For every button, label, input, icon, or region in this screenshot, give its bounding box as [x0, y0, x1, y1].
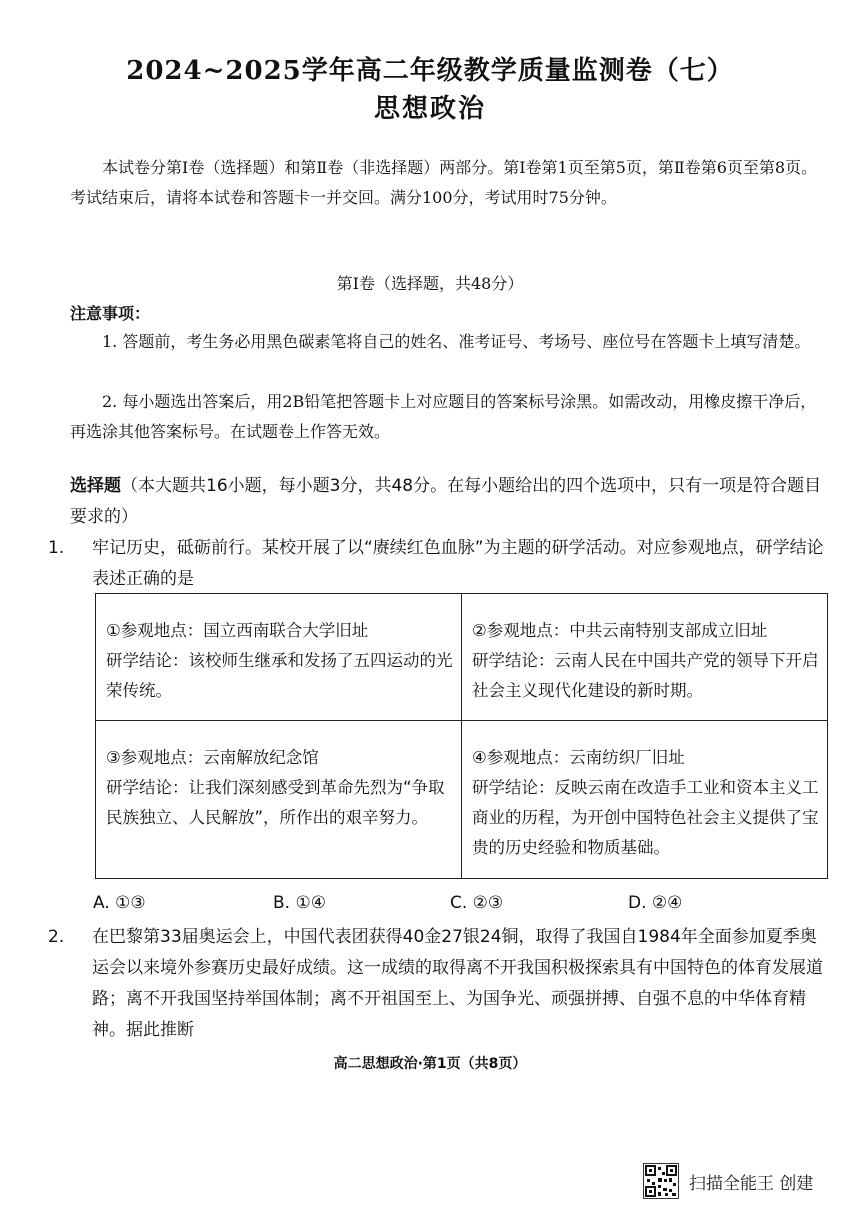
- cell-place: ②参观地点：中共云南特别支部成立旧址: [472, 621, 768, 640]
- cell-conclusion: 研学结论：让我们深刻感受到革命先烈为“争取民族独立、人民解放”，所作出的艰辛努力。: [106, 777, 445, 827]
- qr-code-icon: [643, 1163, 679, 1199]
- table-cell-3: [96, 720, 462, 878]
- question-1: [48, 533, 832, 595]
- table-cell-2: [462, 594, 828, 721]
- option-b[interactable]: B. ①④: [273, 893, 326, 913]
- watermark-text: 扫描全能王 创建: [689, 1173, 814, 1194]
- cell-place: ④参观地点：云南纺织厂旧址: [472, 747, 685, 767]
- page-footer: 高二思想政治·第1页（共8页）: [333, 1056, 527, 1072]
- option-c[interactable]: C. ②③: [450, 893, 504, 913]
- cell-conclusion: 研学结论：反映云南在改造手工业和资本主义工商业的历程，为开创中国特色社会主义提供了宝贵的历史经验和物质基础。: [472, 777, 819, 857]
- section-heading: 第Ⅰ卷（选择题，共48分）: [336, 274, 524, 293]
- question-stem: 在巴黎第33届奥运会上，中国代表团获得40金27银24铜，取得了我国自1984年全面参加夏季奥运会以来境外参赛历史最好成绩。这一成绩的取得离不开我国积极探索具有中国特色的体育发展道路；离不开我国坚持举国体制；离不开祖国至上、为国争光、顽强拼搏、自强不息的中华体育精神。据此推断: [92, 927, 823, 1040]
- cell-place: ③参观地点：云南解放纪念馆: [106, 747, 319, 767]
- choice-description: （本大题共16小题，每小题3分，共48分。在每小题给出的四个选项中，只有一项是符合题目要求的）: [70, 476, 822, 527]
- study-table: [95, 593, 828, 879]
- question-stem: 牢记历史，砥砺前行。某校开展了以“赓续红色血脉”为主题的研学活动。对应参观地点，研学结论表述正确的是: [92, 538, 824, 589]
- table-cell-4: [462, 720, 828, 878]
- option-a[interactable]: A. ①③: [93, 893, 146, 913]
- question-number: 1.: [48, 538, 65, 558]
- note-item-1: 1. 答题前，考生务必用黑色碳素笔将自己的姓名、准考证号、考场号、座位号在答题卡上填写清楚。: [102, 332, 811, 351]
- table-cell-1: [96, 594, 462, 721]
- subject-title: 思想政治: [373, 94, 486, 124]
- choice-instructions: [70, 471, 832, 533]
- question-2: [48, 922, 832, 1046]
- cell-place: ①参观地点：国立西南联合大学旧址: [106, 621, 369, 640]
- cell-conclusion: 研学结论：该校师生继承和发扬了五四运动的光荣传统。: [106, 651, 453, 700]
- notes-heading: 注意事项：: [70, 304, 151, 323]
- option-d[interactable]: D. ②④: [628, 893, 683, 913]
- choice-label: 选择题: [70, 476, 121, 496]
- scanner-watermark: [643, 1163, 813, 1199]
- cell-conclusion: 研学结论：云南人民在中国共产党的领导下开启社会主义现代化建设的新时期。: [472, 651, 819, 700]
- exam-title: 2024~2025学年高二年级教学质量监测卷（七）: [126, 56, 734, 86]
- intro-paragraph: 本试卷分第Ⅰ卷（选择题）和第Ⅱ卷（非选择题）两部分。第Ⅰ卷第1页至第5页，第Ⅱ卷第6页至第8页。考试结束后，请将本试卷和答题卡一并交回。满分100分，考试用时75分钟。: [70, 158, 818, 207]
- note-item-2: 2. 每小题选出答案后，用2B铅笔把答题卡上对应题目的答案标号涂黑。如需改动，用橡皮擦干净后，再选涂其他答案标号。在试题卷上作答无效。: [70, 392, 817, 441]
- question-number: 2.: [48, 927, 65, 947]
